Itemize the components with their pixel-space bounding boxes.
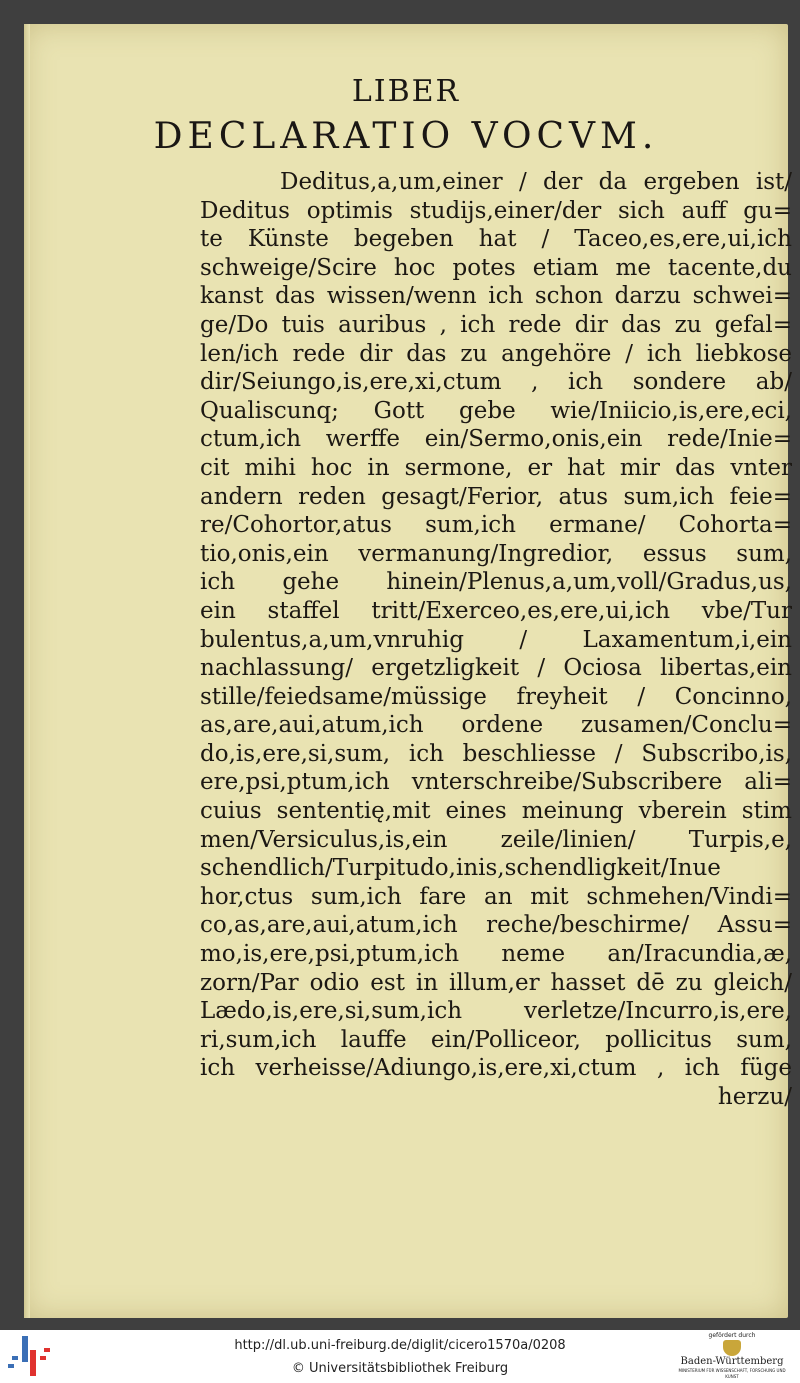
text-line: andern reden gesagt/Ferior, atus sum,ich feie= <box>200 483 792 510</box>
text-line: cuius sententię,mit eines meinung vberein stim <box>200 798 792 825</box>
text-line: ein staffel tritt/Exerceo,es,ere,ui,ich vbe/Tur <box>200 597 792 624</box>
text-line: ri,sum,ich lauffe ein/Polliceor, pollicitus sum, <box>200 1026 792 1053</box>
sponsor-logo[interactable] <box>672 1332 792 1382</box>
text-line: ich gehe hinein/Plenus,a,um,voll/Gradus,us, <box>200 569 792 596</box>
text-line: len/ich rede dir das zu angehöre / ich liebkose <box>200 340 792 367</box>
text-line: schendlich/Turpitudo,inis,schendligkeit/Inue <box>200 855 721 882</box>
text-block <box>200 168 792 1112</box>
text-line: ere,psi,ptum,ich vnterschreibe/Subscribere ali= <box>200 769 792 796</box>
section-title: DECLARATIO VOCVM. <box>153 116 659 157</box>
text-line: men/Versiculus,is,ein zeile/linien/ Turpis,e, <box>200 826 792 853</box>
text-line: Lædo,is,ere,si,sum,ich verletze/Incurro,is,ere, <box>200 998 792 1025</box>
text-line: do,is,ere,si,sum, ich beschliesse / Subscribo,is, <box>200 740 792 767</box>
text-line: nachlassung/ ergetzligkeit / Ociosa libertas,ein <box>200 655 792 682</box>
text-line: stille/feiedsame/müssige freyheit / Concinno, <box>200 683 792 710</box>
coat-of-arms-icon <box>723 1340 741 1356</box>
text-line: ge/Do tuis auribus , ich rede dir das zu gefal= <box>200 311 792 338</box>
text-line: cit mihi hoc in sermone, er hat mir das vnter <box>200 454 792 481</box>
text-line: bulentus,a,um,vnruhig / Laxamentum,i,ein <box>200 626 792 653</box>
copyright-notice: © Universitätsbibliothek Freiburg <box>291 1361 509 1376</box>
text-line: herzu/ <box>717 1084 792 1110</box>
text-line: re/Cohortor,atus sum,ich ermane/ Cohorta= <box>200 512 792 539</box>
text-line: co,as,are,aui,atum,ich reche/beschirme/ Assu= <box>200 912 792 939</box>
sponsor-label: gefördert durch <box>708 1332 756 1339</box>
text-line: Deditus,a,um,einer / der da ergeben ist/ <box>280 169 792 195</box>
page-edge <box>24 24 30 1318</box>
text-line: hor,ctus sum,ich fare an mit schmehen/Vindi= <box>200 883 792 910</box>
text-line: Qualiscunq; Gott gebe wie/Iniicio,is,ere,eci, <box>200 397 792 424</box>
text-line: as,are,aui,atum,ich ordene zusamen/Conclu= <box>200 712 792 739</box>
text-line: te Künste begeben hat / Taceo,es,ere,ui,ich <box>200 226 792 253</box>
text-line: schweige/Scire hoc potes etiam me tacente,du <box>200 254 792 281</box>
sponsor-name: Baden-Württemberg <box>680 1356 784 1367</box>
permalink-url[interactable]: http://dl.ub.uni-freiburg.de/diglit/cicero1570a/0208 <box>234 1338 566 1353</box>
text-line: Deditus optimis studijs,einer/der sich auff gu= <box>200 197 792 224</box>
footer-bar <box>0 1330 800 1383</box>
text-line: ich verheisse/Adiungo,is,ere,xi,ctum , ich füge <box>200 1055 792 1082</box>
text-line: zorn/Par odio est in illum,er hasset dē zu gleich/ <box>200 969 792 996</box>
running-head: LIBER <box>351 74 461 109</box>
book-page <box>24 24 792 1318</box>
sponsor-ministry: MINISTERIUM FÜR WISSENSCHAFT, FORSCHUNG UND KUNST <box>678 1368 786 1379</box>
text-line: mo,is,ere,psi,ptum,ich neme an/Iracundia,æ, <box>200 941 792 968</box>
text-line: tio,onis,ein vermanung/Ingredior, essus sum, <box>200 540 792 567</box>
text-line: kanst das wissen/wenn ich schon darzu schwei= <box>200 283 792 310</box>
text-line: dir/Seiungo,is,ere,xi,ctum , ich sondere ab/ <box>200 369 792 396</box>
text-line: ctum,ich werffe ein/Sermo,onis,ein rede/Inie= <box>200 426 792 453</box>
